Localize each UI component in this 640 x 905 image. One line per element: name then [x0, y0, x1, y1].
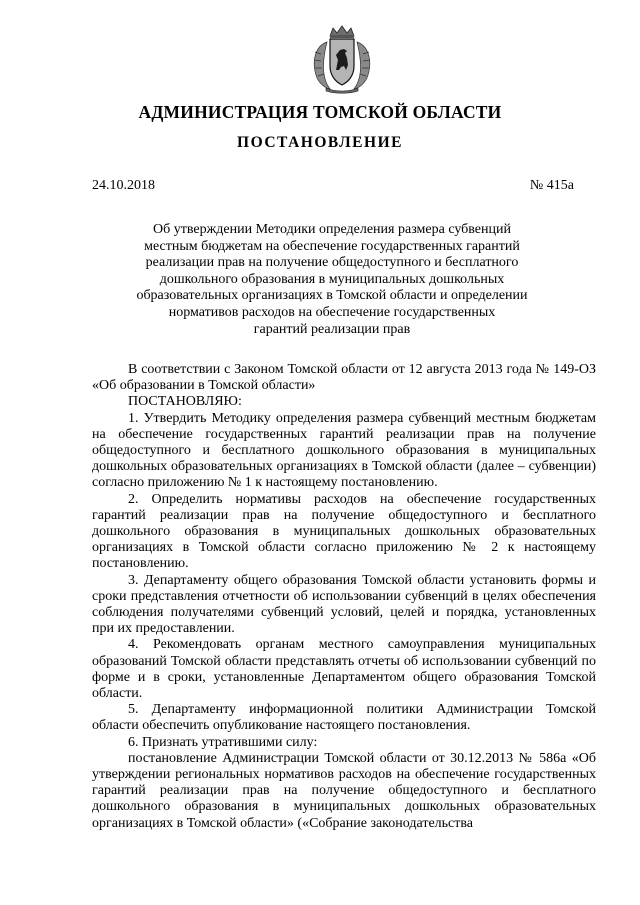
clause-paragraph: 6. Признать утратившими силу: [128, 734, 318, 750]
document-date: 24.10.2018 [92, 178, 155, 193]
coat-of-arms-icon [303, 22, 381, 94]
resolve-heading: ПОСТАНОВЛЯЮ: [128, 394, 242, 410]
document-body [92, 362, 596, 832]
clause-paragraph: 4. Рекомендовать органам местного самоуправления муниципальных образований Томской области представлять отчеты об использовании субвенций по форме и в сроки, установленные Департаментом общего образования Томской области. [92, 637, 596, 702]
agency-title: АДМИНИСТРАЦИЯ ТОМСКОЙ ОБЛАСТИ [138, 102, 502, 122]
clause-paragraph: 3. Департаменту общего образования Томской области установить формы и сроки представления отчетности об использовании субвенций в целях обеспечения соблюдения получателями субвенций условий, целей и порядка, установленных при их предоставлении. [92, 572, 596, 637]
clause-paragraph: 5. Департаменту информационной политики Администрации Томской области обеспечить опубликование настоящего постановления. [92, 702, 596, 734]
preamble-paragraph: В соответствии с Законом Томской области от 12 августа 2013 года № 149-ОЗ «Об образовании в Томской области» [92, 362, 596, 394]
document-type: ПОСТАНОВЛЕНИЕ [237, 134, 403, 151]
subject-line: Об утверждении Методики определения размера субвенций [153, 222, 511, 237]
clause-paragraph: постановление Администрации Томской области от 30.12.2013 № 586а «Об утверждении региональных нормативов расходов на обеспечение государственных гарантий реализации прав на получение общедоступного и бесплатного дошкольного образования в муниципальных дошкольных образовательных организациях в Томской области» («Собрание законодательства [92, 750, 596, 831]
subject-line: местным бюджетам на обеспечение государственных гарантий [144, 238, 520, 254]
subject-line: гарантий реализации прав [253, 321, 411, 337]
subject-line: образовательных организациях в Томской области и определении [136, 288, 528, 304]
clause-paragraph: 2. Определить нормативы расходов на обеспечение государственных гарантий реализации прав на получение общедоступного и бесплатного дошкольного образования в муниципальных дошкольных образовательных организациях в Томской области согласно приложению № 2 к настоящему постановлению. [92, 491, 596, 572]
subject-line: нормативов расходов на обеспечение государственных [168, 304, 496, 320]
subject-line: реализации прав на получение общедоступного и бесплатного [145, 255, 519, 271]
document-subject [92, 222, 572, 338]
document-number: № 415а [529, 178, 574, 193]
clause-paragraph: 1. Утвердить Методику определения размера субвенций местным бюджетам на обеспечение государственных гарантий реализации прав на получение общедоступного и бесплатного дошкольного образования в муниципальных дошкольных образовательных организациях в Томской области (далее – субвенции) согласно приложению № 1 к настоящему постановлению. [92, 410, 596, 491]
subject-line: дошкольного образования в муниципальных дошкольных [159, 271, 505, 287]
